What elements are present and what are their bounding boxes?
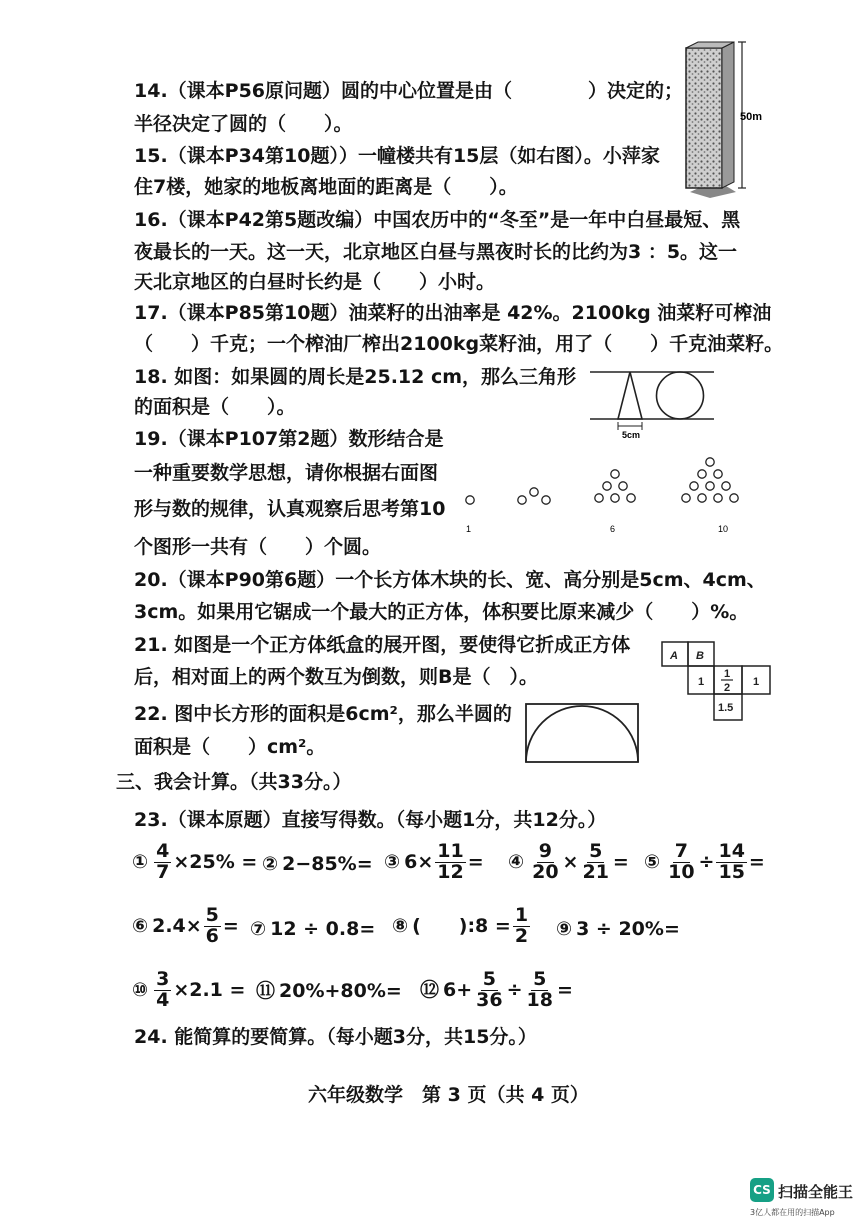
calc-12: ⑫ 6+ $\frac{5}{36}$ ÷ $\frac{5}{18}$ = [420, 968, 573, 1011]
cube-net-figure [660, 640, 772, 724]
dot-circle [611, 494, 619, 502]
dot-circle [730, 494, 738, 502]
dot-circle [706, 458, 714, 466]
building-height-label: 50m [740, 111, 763, 123]
calc-6: ⑥ 2.4× $\frac{5}{6}$ = [132, 904, 239, 947]
q22-line-2: 面积是（ ）cm²。 [134, 736, 326, 758]
q20-line-2: 3cm。如果用它锯成一个最大的正方体，体积要比原来减少（ ）%。 [134, 601, 749, 623]
dot-circle [714, 494, 722, 502]
net-label-b: B [696, 650, 704, 662]
calc-11: ⑪ 20%+80%= [256, 980, 402, 1002]
dot-circle [611, 470, 619, 478]
page-footer: 六年级数学 第 3 页（共 4 页） [308, 1084, 589, 1106]
q24-title: 24. 能简算的要简算。（每小题3分，共15分。） [134, 1026, 537, 1048]
calc-9: ⑨ 3 ÷ 20%= [556, 918, 680, 940]
dot-pattern-6 [518, 470, 635, 504]
net-label-one-left: 1 [698, 676, 705, 688]
building-figure [676, 40, 776, 200]
dot-circle [518, 496, 526, 504]
q14-line-2: 半径决定了圆的（ ）。 [134, 113, 353, 135]
section-3-title: 三、我会计算。（共33分。） [116, 771, 352, 793]
dot-circle [682, 494, 690, 502]
triangle-circle-figure [588, 362, 716, 442]
dot-circle [603, 482, 611, 490]
calc-3: ③ 6× $\frac{11}{12}$ = [384, 840, 484, 883]
q19-line-4: 个图形一共有（ ）个圆。 [134, 536, 382, 558]
dot-circle [722, 482, 730, 490]
net-label-one-right: 1 [753, 676, 760, 688]
q19-line-2: 一种重要数学思想，请你根据右面图 [134, 462, 439, 484]
dot-circle [698, 494, 706, 502]
dot-circle [530, 488, 538, 496]
q16-line-1: 16.（课本P42第5题改编）中国农历中的“冬至”是一年中白昼最短、黑 [134, 209, 741, 231]
semicircle-figure [524, 702, 642, 766]
calc-5: ⑤ $\frac{7}{10}$ ÷ $\frac{14}{15}$ = [644, 840, 765, 883]
dot-circle [466, 496, 474, 504]
dot-circle [690, 482, 698, 490]
dot-pattern-10 [682, 458, 738, 502]
net-label-one-point-five: 1.5 [718, 702, 734, 714]
q15-line-1: 15.（课本P34第10题））一幢楼共有15层（如右图）。小萍家 [134, 145, 660, 167]
q22-line-1: 22. 图中长方形的面积是6cm²，那么半圆的 [134, 703, 512, 725]
calc-8: ⑧ ( ):8 = $\frac{1}{2}$ [392, 904, 529, 947]
q21-line-2: 后，相对面上的两个数互为倒数，则B是（ ）。 [134, 666, 538, 688]
camscanner-name: 扫描全能王 [778, 1183, 854, 1201]
q18-line-2: 的面积是（ ）。 [134, 396, 296, 418]
dot-circle [698, 470, 706, 478]
dot-label-6: 6 [610, 524, 616, 534]
dot-label-10: 10 [718, 524, 729, 534]
camscanner-tagline: 3亿人都在用的扫描App [750, 1208, 835, 1217]
dot-pattern-figure [462, 452, 782, 536]
dot-pattern-1 [466, 496, 474, 504]
dot-circle [595, 494, 603, 502]
net-label-a: A [670, 650, 678, 662]
calc-7: ⑦ 12 ÷ 0.8= [250, 918, 376, 940]
dot-circle [542, 496, 550, 504]
q20-line-1: 20.（课本P90第6题）一个长方体木块的长、宽、高分别是5cm、4cm、 [134, 569, 766, 591]
q16-line-2: 夜最长的一天。这一天，北京地区白昼与黑夜时长的比约为3 ：5。这一 [134, 241, 738, 263]
q21-line-1: 21. 如图是一个正方体纸盒的展开图，要使得它折成正方体 [134, 634, 631, 656]
camscanner-logo: CS [750, 1178, 774, 1202]
calc-1: ① $\frac{4}{7}$ ×25% = [132, 840, 258, 883]
q16-line-3: 天北京地区的白昼时长约是（ ）小时。 [134, 271, 496, 293]
dot-label-1: 1 [466, 524, 472, 534]
dot-circle [714, 470, 722, 478]
q19-line-3: 形与数的规律，认真观察后思考第10 [134, 498, 446, 520]
triangle-width-label: 5cm [622, 430, 641, 440]
q23-title: 23.（课本原题）直接写得数。（每小题1分，共12分。） [134, 809, 607, 831]
q17-line-2: （ ）千克；一个榨油厂榨出2100kg菜籽油，用了（ ）千克油菜籽。 [134, 333, 784, 355]
net-label-half-denominator: 2 [724, 682, 731, 694]
dot-circle [627, 494, 635, 502]
calc-10: ⑩ $\frac{3}{4}$ ×2.1 = [132, 968, 246, 1011]
q17-line-1: 17.（课本P85第10题）油菜籽的出油率是 42%。2100kg 油菜籽可榨油 [134, 302, 772, 324]
q14-line-1: 14.（课本P56原问题）圆的中心位置是由（ ）决定的； [134, 80, 684, 102]
q19-line-1: 19.（课本P107第2题）数形结合是 [134, 428, 444, 450]
calc-2: ② 2−85%= [262, 853, 373, 875]
net-label-half-numerator: 1 [724, 668, 731, 680]
dot-circle [706, 482, 714, 490]
q18-line-1: 18. 如图：如果圆的周长是25.12 cm，那么三角形 [134, 366, 577, 388]
calc-4: ④ $\frac{9}{20}$ × $\frac{5}{21}$ = [508, 840, 629, 883]
q15-line-2: 住7楼，她家的地板离地面的距离是（ ）。 [134, 176, 518, 198]
dot-circle [619, 482, 627, 490]
